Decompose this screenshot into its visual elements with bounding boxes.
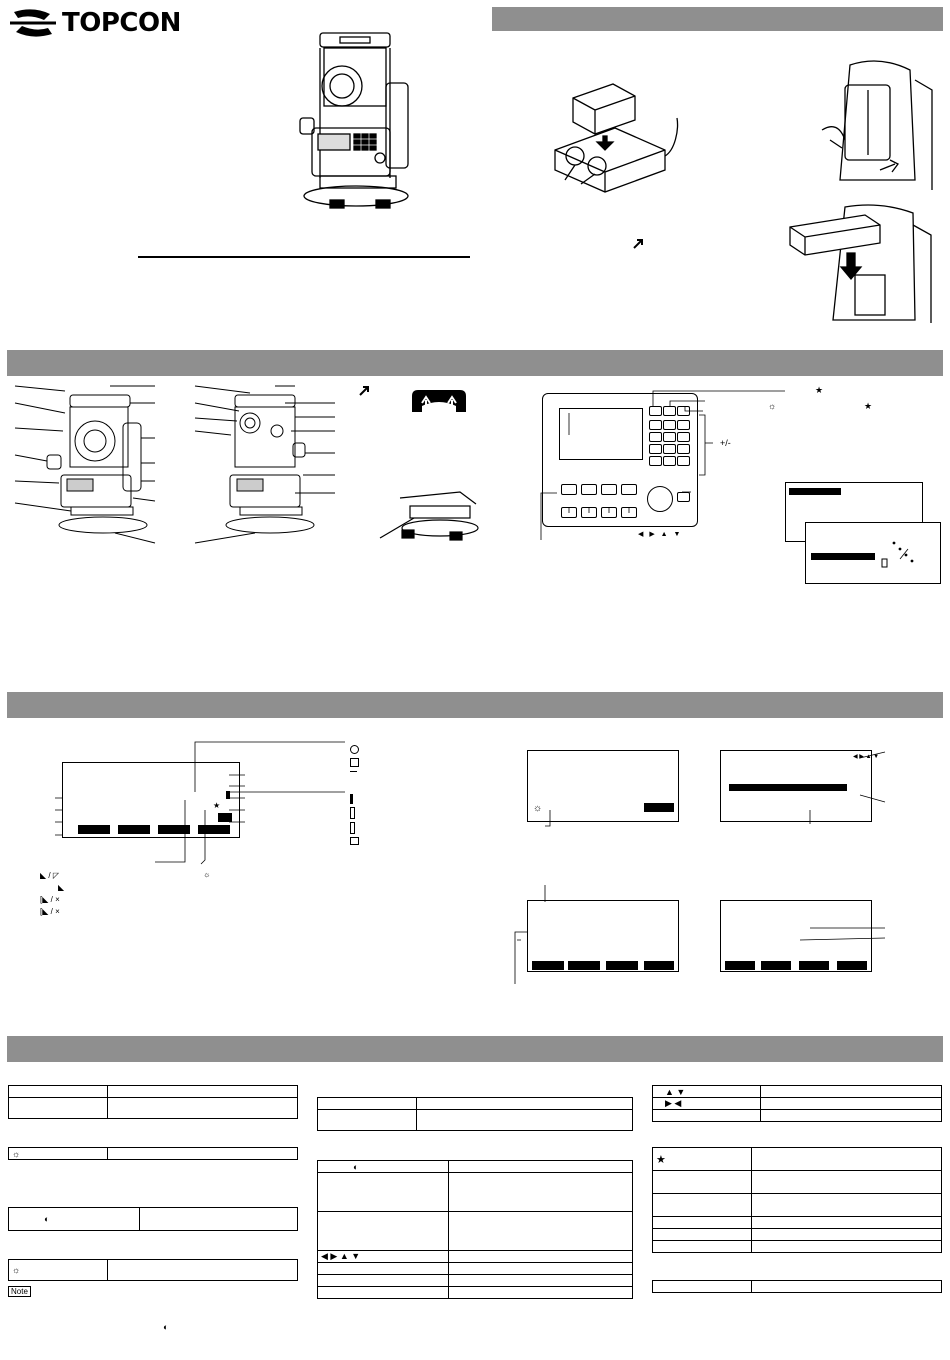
key-table-8	[652, 1147, 942, 1253]
star-key-icon: ★	[656, 1153, 666, 1166]
battery-attach-illustration	[785, 205, 935, 325]
illumination-key-icon-2: ☼	[12, 1265, 21, 1275]
section-bar-battery	[492, 7, 943, 31]
precaution-icon-2	[358, 385, 370, 397]
keyboard-callouts	[535, 385, 820, 545]
illumination-indicator: ★	[213, 801, 221, 810]
total-station-illustration	[290, 28, 430, 213]
topcon-logo	[8, 8, 181, 38]
battery-charger-illustration	[545, 80, 685, 200]
illumination-key-icon: ☼	[12, 1148, 21, 1159]
key-table-4	[8, 1259, 298, 1281]
instrument-front-diagram	[15, 383, 155, 543]
battery-insert-illustration	[820, 60, 935, 200]
star-symbol-2: ★	[864, 401, 873, 411]
tilt-icons-column	[350, 745, 360, 845]
illumination-legend: ☼	[203, 870, 211, 879]
sample-screen-1-illumination: ☼	[533, 803, 543, 814]
precaution-icon	[632, 238, 644, 250]
brand-name: TOPCON	[62, 8, 181, 38]
key-table-1	[8, 1085, 298, 1119]
tribrach-illustration	[380, 488, 480, 548]
left-right-arrows: ◀ ▶ ▲ ▼	[321, 1251, 361, 1261]
star-menu-selection	[811, 553, 875, 560]
section-bar-display	[7, 692, 943, 718]
star-symbol-1: ★	[815, 385, 824, 395]
slash-1: /	[48, 871, 51, 880]
scroll-up-indicator: ◀ ▶ ▲ ▼	[853, 754, 880, 760]
section-bar-key-functions	[7, 1036, 943, 1062]
topcon-logo-mark	[8, 8, 58, 38]
cover-divider-line	[138, 256, 470, 258]
key-table-6: ◐ ◀ ▶ ▲ ▼	[317, 1160, 633, 1299]
illumination-symbol-1: ☼	[768, 401, 777, 411]
lcd-callout-lines	[55, 740, 355, 870]
tilt-indicator-icon	[878, 537, 918, 573]
key-table-2	[8, 1147, 298, 1160]
cross-1: ×	[55, 895, 60, 904]
instrument-back-diagram	[195, 383, 335, 543]
sample-screens-callouts	[505, 740, 895, 990]
arrow-keys-label: ◀ ▶ ▲ ▼	[638, 531, 683, 538]
tilt-note-icon: ◐	[163, 1322, 169, 1332]
cross-2: ×	[55, 907, 60, 916]
section-bar-parts	[7, 350, 943, 376]
plus-minus-label: +/-	[720, 438, 731, 448]
key-table-3: ◐	[8, 1207, 298, 1231]
handle-icon	[410, 388, 468, 414]
key-table-9	[652, 1280, 942, 1293]
star-menu-highlight	[789, 488, 841, 495]
slash-2: /	[50, 895, 53, 904]
prism-mode-legend: ◣ / ◸ ◣ [◣ / × [◣ / ×	[40, 871, 65, 916]
key-table-5	[317, 1097, 633, 1131]
key-table-7: ▲ ▼ ▶ ◀	[652, 1085, 942, 1122]
note-icon: Note	[8, 1286, 31, 1297]
star-menu-screen-front	[805, 522, 941, 584]
slash-3: /	[50, 907, 53, 916]
